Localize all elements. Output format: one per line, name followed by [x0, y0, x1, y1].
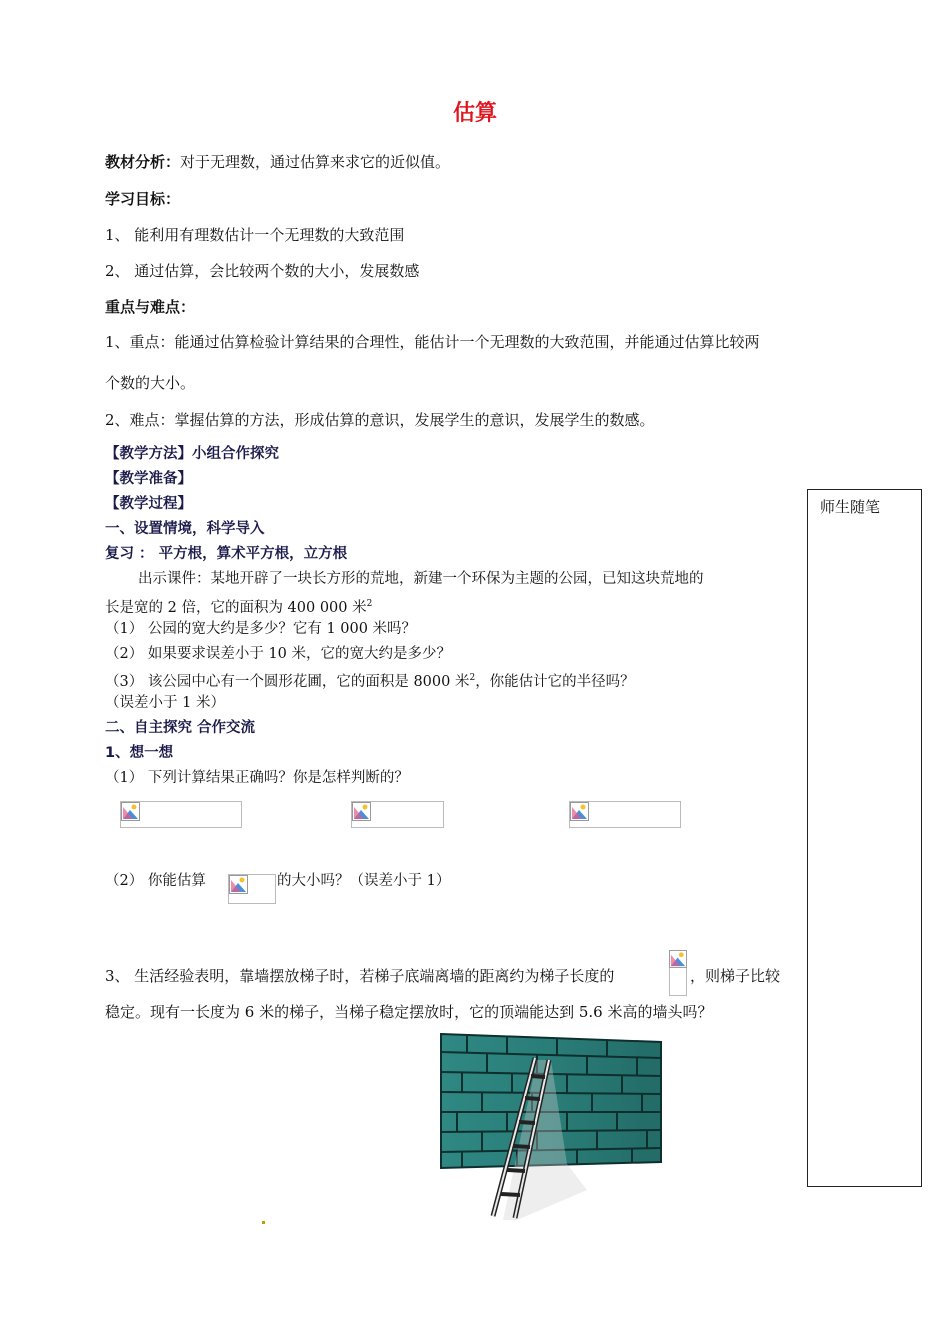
section1-question-3 — [105, 667, 635, 693]
goal-item-2: 2、 通过估算，会比较两个数的大小，发展数感 — [105, 262, 420, 280]
fraction-image — [669, 950, 687, 996]
question-3-text-a: （3） 该公园中心有一个圆形花圃，它的面积是 8000 米 — [105, 674, 470, 690]
intro-line-2 — [105, 593, 372, 619]
stray-dot — [262, 1221, 265, 1224]
problem-3-line1: 3、 生活经验表明，靠墙摆放梯子时，若梯子底端离墙的距离约为梯子长度的 — [105, 967, 615, 985]
question-3-superscript: 2 — [469, 673, 476, 683]
section1-question-3-note: （误差小于 1 米） — [105, 695, 225, 711]
notes-sidebar-label: 师生随笔 — [820, 498, 881, 516]
ladder-against-wall-icon — [437, 1030, 667, 1222]
question-3-text-b: ，你能估计它的半径吗？ — [475, 674, 635, 690]
broken-image-icon — [570, 802, 589, 821]
think-heading: 1、想一想 — [105, 745, 174, 761]
intro-superscript: 2 — [366, 599, 373, 609]
broken-image-icon — [352, 802, 371, 821]
analysis-line — [105, 151, 450, 173]
goal-item-1: 1、 能利用有理数估计一个无理数的大致范围 — [105, 226, 405, 244]
section2-question-2-a: （2） 你能估算 — [105, 873, 206, 889]
broken-image-icon — [229, 875, 248, 894]
broken-image-icon — [669, 950, 687, 968]
process-heading: 【教学过程】 — [105, 496, 192, 512]
intro-line-1: 出示课件：某地开辟了一块长方形的荒地，新建一个环保为主题的公园，已知这块荒地的 — [138, 571, 704, 587]
page-title: 估算 — [452, 101, 497, 126]
keypoint-1-line1: 1、重点：能通过估算检验计算结果的合理性，能估计一个无理数的大致范围，并能通过估算比较两 — [105, 333, 760, 351]
section1-question-1: （1） 公园的宽大约是多少？它有 1 000 米吗？ — [105, 621, 417, 637]
goals-heading: 学习目标： — [105, 190, 181, 208]
prep-heading: 【教学准备】 — [105, 471, 192, 487]
analysis-text: 对于无理数，通过估算来求它的近似值。 — [180, 153, 451, 171]
method-heading: 【教学方法】小组合作探究 — [105, 446, 279, 462]
section2-question-2-b: 的大小吗？（误差小于 1） — [277, 873, 451, 889]
section1-question-2: （2） 如果要求误差小于 10 米，它的宽大约是多少？ — [105, 646, 452, 662]
section2-question-1: （1） 下列计算结果正确吗？你是怎样判断的？ — [105, 770, 409, 786]
analysis-label: 教材分析： — [105, 153, 181, 171]
formula-image-4 — [228, 874, 276, 904]
problem-3-line1-end: ，则梯子比较 — [690, 967, 781, 985]
formula-image-3 — [569, 801, 681, 828]
section2-heading: 二、自主探究 合作交流 — [105, 720, 256, 736]
section1-heading: 一、设置情境，科学导入 — [105, 521, 265, 537]
keypoint-1-line2: 个数的大小。 — [105, 374, 196, 392]
keypoint-2: 2、难点：掌握估算的方法，形成估算的意识，发展学生的意识，发展学生的数感。 — [105, 411, 655, 429]
review-line: 复习 ： 平方根，算术平方根，立方根 — [105, 546, 348, 562]
keypoints-heading: 重点与难点： — [105, 298, 196, 316]
formula-image-2 — [351, 801, 444, 828]
problem-3-line2: 稳定。现有一长度为 6 米的梯子，当梯子稳定摆放时，它的顶端能达到 5.6 米高的墙头吗？ — [105, 1003, 713, 1021]
notes-sidebar-box — [807, 489, 922, 1187]
broken-image-icon — [121, 802, 140, 821]
intro-line-2-text: 长是宽的 2 倍，它的面积为 400 000 米 — [105, 600, 367, 616]
formula-image-1 — [120, 801, 242, 828]
